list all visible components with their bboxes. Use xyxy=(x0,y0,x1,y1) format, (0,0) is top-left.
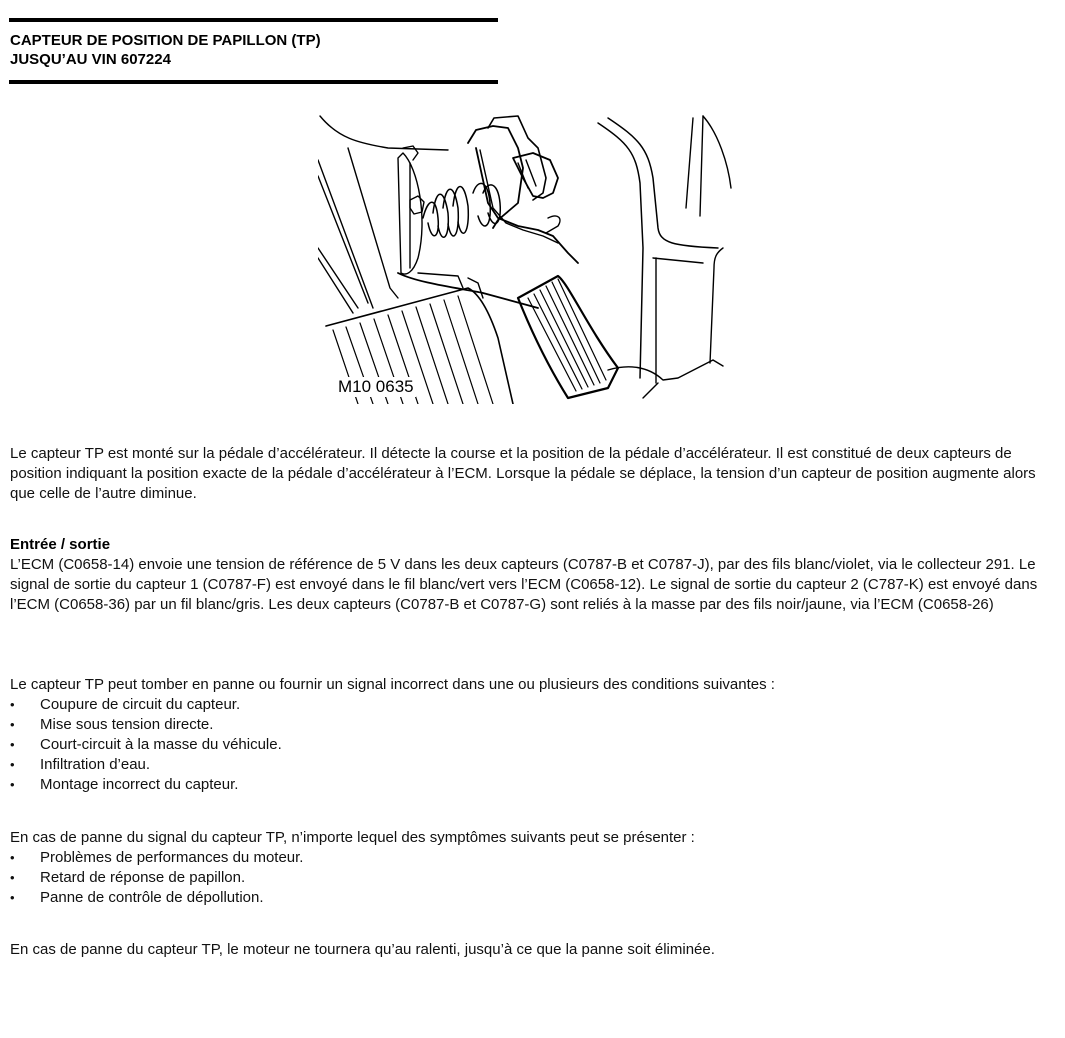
list-item: • Court-circuit à la masse du véhicule. xyxy=(10,735,1060,755)
io-section-heading: Entrée / sortie xyxy=(10,536,111,553)
failure-conditions-intro: Le capteur TP peut tomber en panne ou fournir un signal incorrect dans une ou plusieurs des conditions suivantes : xyxy=(10,676,775,693)
panel-edge xyxy=(320,116,448,150)
io-section xyxy=(10,535,1060,615)
list-item: • Mise sous tension directe. xyxy=(10,715,1060,735)
failure-conditions-list xyxy=(10,695,1060,795)
symptoms-section xyxy=(10,828,1060,908)
list-item: • Retard de réponse de papillon. xyxy=(10,868,1060,888)
failure-conditions-section xyxy=(10,675,1060,795)
intro-paragraph: Le capteur TP est monté sur la pédale d’accélérateur. Il détecte la course et la position de la pédale d’accélérateur. Il est constitué de deux capteurs de position indiquant la position exacte de la pédale d’accélérateur à l’ECM. Lorsque la pédale se déplace, la tension d’un capteur de position augmente alors que celle de l’autre diminue. xyxy=(10,445,1036,502)
title-line-1: CAPTEUR DE POSITION DE PAPILLON (TP) xyxy=(10,32,321,49)
list-item: • Coupure de circuit du capteur. xyxy=(10,695,1060,715)
io-section-text: L’ECM (C0658-14) envoie une tension de référence de 5 V dans les deux capteurs (C0787-B et C0787-J), par des fils blanc/violet, via le collecteur 291. Le signal de sortie du capteur 1 (C0787-F) est envoyé dans le fil blanc/vert vers l’ECM (C0658-12). Le signal de sortie du capteur 2 (C787-K) est envoyé dans l’ECM (C0658-36) par un fil blanc/gris. Les deux capteurs (C0787-B et C0787-G) sont reliés à la masse par des fils noir/jaune, via l’ECM (C0658-26) xyxy=(10,556,1038,613)
page-title xyxy=(10,31,510,69)
header-rule-top xyxy=(9,18,498,22)
title-line-2: JUSQU’AU VIN 607224 xyxy=(10,51,171,68)
list-item: • Infiltration d’eau. xyxy=(10,755,1060,775)
list-item: • Montage incorrect du capteur. xyxy=(10,775,1060,795)
symptoms-list xyxy=(10,848,1060,908)
pedal-illustration xyxy=(318,108,738,404)
list-item: • Problèmes de performances du moteur. xyxy=(10,848,1060,868)
figure-reference-label: M10 0635 xyxy=(338,377,414,396)
conclusion-paragraph: En cas de panne du capteur TP, le moteur ne tournera qu’au ralenti, jusqu’à ce que la panne soit éliminée. xyxy=(10,941,715,958)
symptoms-intro: En cas de panne du signal du capteur TP, n’importe lequel des symptômes suivants peut se présenter : xyxy=(10,829,695,846)
list-item: • Panne de contrôle de dépollution. xyxy=(10,888,1060,908)
accelerator-pedal-figure xyxy=(318,108,738,404)
header-rule-bottom xyxy=(9,80,498,84)
